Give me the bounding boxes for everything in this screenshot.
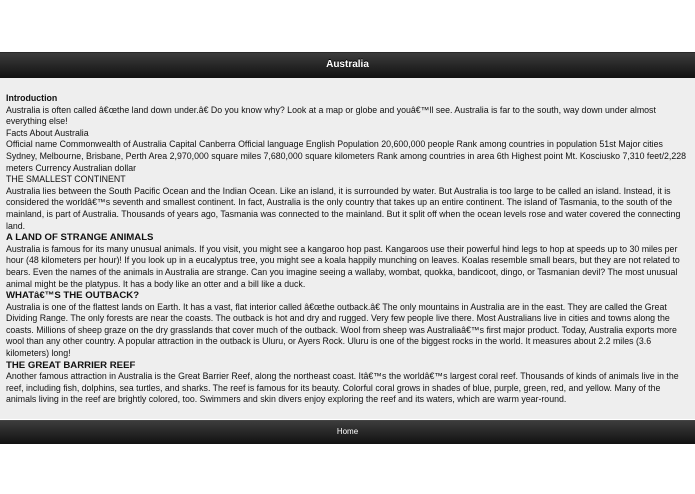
strange-animals-text: Australia is famous for its many unusual animals. If you visit, you might see a kangaroo hop past. Kangaroos use their powerful hind legs to hop at speeds up to 30 miles per hour (48 kilometers per hour)! If you look up in a eucalyptus tree, you might see a koala happily munching on leaves. Koalas resemble small bears, but they are not related to bears. Even the names of the animals in Australia are strange. Can you imagine seeing a wallaby, wombat, quokka, bandicoot, dingo, or Tasmanian devil? The most unusual animal might be the platypus. It has a body like an otter and a bill like a duck.	[6, 243, 680, 289]
intro-heading: Introduction	[6, 93, 58, 103]
barrier-reef-heading: THE GREAT BARRIER REEF	[6, 359, 136, 371]
facts-text: Official name Commonwealth of Australia Capital Canberra Official language English Population 20,600,000 people Rank among countries in population 51st Major cities Sydney, Melbourne, Brisbane, Perth Area 2,970,000 square miles 7,680,000 square kilometers Rank among countries in area 6th Highest point Mt. Kosciusko 7,310 feet/2,228 meters Currency Australian dollar	[6, 139, 687, 173]
facts-heading: Facts About Australia	[6, 127, 89, 138]
page-title: Australia	[326, 59, 369, 70]
smallest-continent-heading: THE SMALLEST CONTINENT	[6, 174, 126, 185]
header-bar	[0, 52, 695, 79]
barrier-reef-text: Another famous attraction in Australia is the Great Barrier Reef, along the northeast coast. Itâ€™s the worldâ€™s largest coral reef. Thousands of kinds of animals live in the reef, including fish, dolphins, sea turtles, and sharks. The reef is famous for its beauty. Colorful coral grows in shades of blue, purple, green, red, and yellow. Many of the animals living in the reef are brightly colored, too. Swimmers and skin divers enjoy exploring the reef and its waters, which are warm year-round.	[6, 371, 679, 405]
intro-text: Australia is often called â€œthe land down under.â€ Do you know why? Look at a map or globe and youâ€™ll see. Australia is far to the south, way down under almost everything else!	[6, 104, 656, 127]
smallest-continent-text: Australia lies between the South Pacific Ocean and the Indian Ocean. Like an island, it is surrounded by water. But Australia is too large to be called an island. Instead, it is considered the worldâ€™s seventh and smallest continent. In fact, Australia is the only country that takes up an entire continent. The island of Tasmania, to the south of the mainland, is part of Australia. Thousands of years ago, Tasmania was connected to the mainland. But it split off when the ocean levels rose and water covered the connecting land.	[6, 185, 681, 231]
home-link[interactable]: Home	[336, 427, 359, 436]
outback-heading: WHATâ€™S THE OUTBACK?	[6, 290, 140, 302]
outback-text: Australia is one of the flattest lands on Earth. It has a vast, flat interior called â€œthe outback.â€ The only mountains in Australia are in the east. They are called the Great Dividing Range. The only forests are near the coasts. The outback is hot and dry and rugged. Very few people live there. Most Australians live in cities and towns along the coasts. Millions of sheep graze on the dry grasslands that cover much of the outback. Wool from sheep was Australiaâ€™s first major product. Today, Australia exports more wool than any other country. A popular attraction in the outback is Uluru, or Ayers Rock. Uluru is one of the biggest rocks in the world. It measures about 2.2 miles (3.6 kilometers) long!	[6, 301, 677, 359]
footer-bar	[0, 420, 695, 444]
strange-animals-heading: A LAND OF STRANGE ANIMALS	[6, 232, 154, 244]
article-content	[0, 78, 695, 419]
